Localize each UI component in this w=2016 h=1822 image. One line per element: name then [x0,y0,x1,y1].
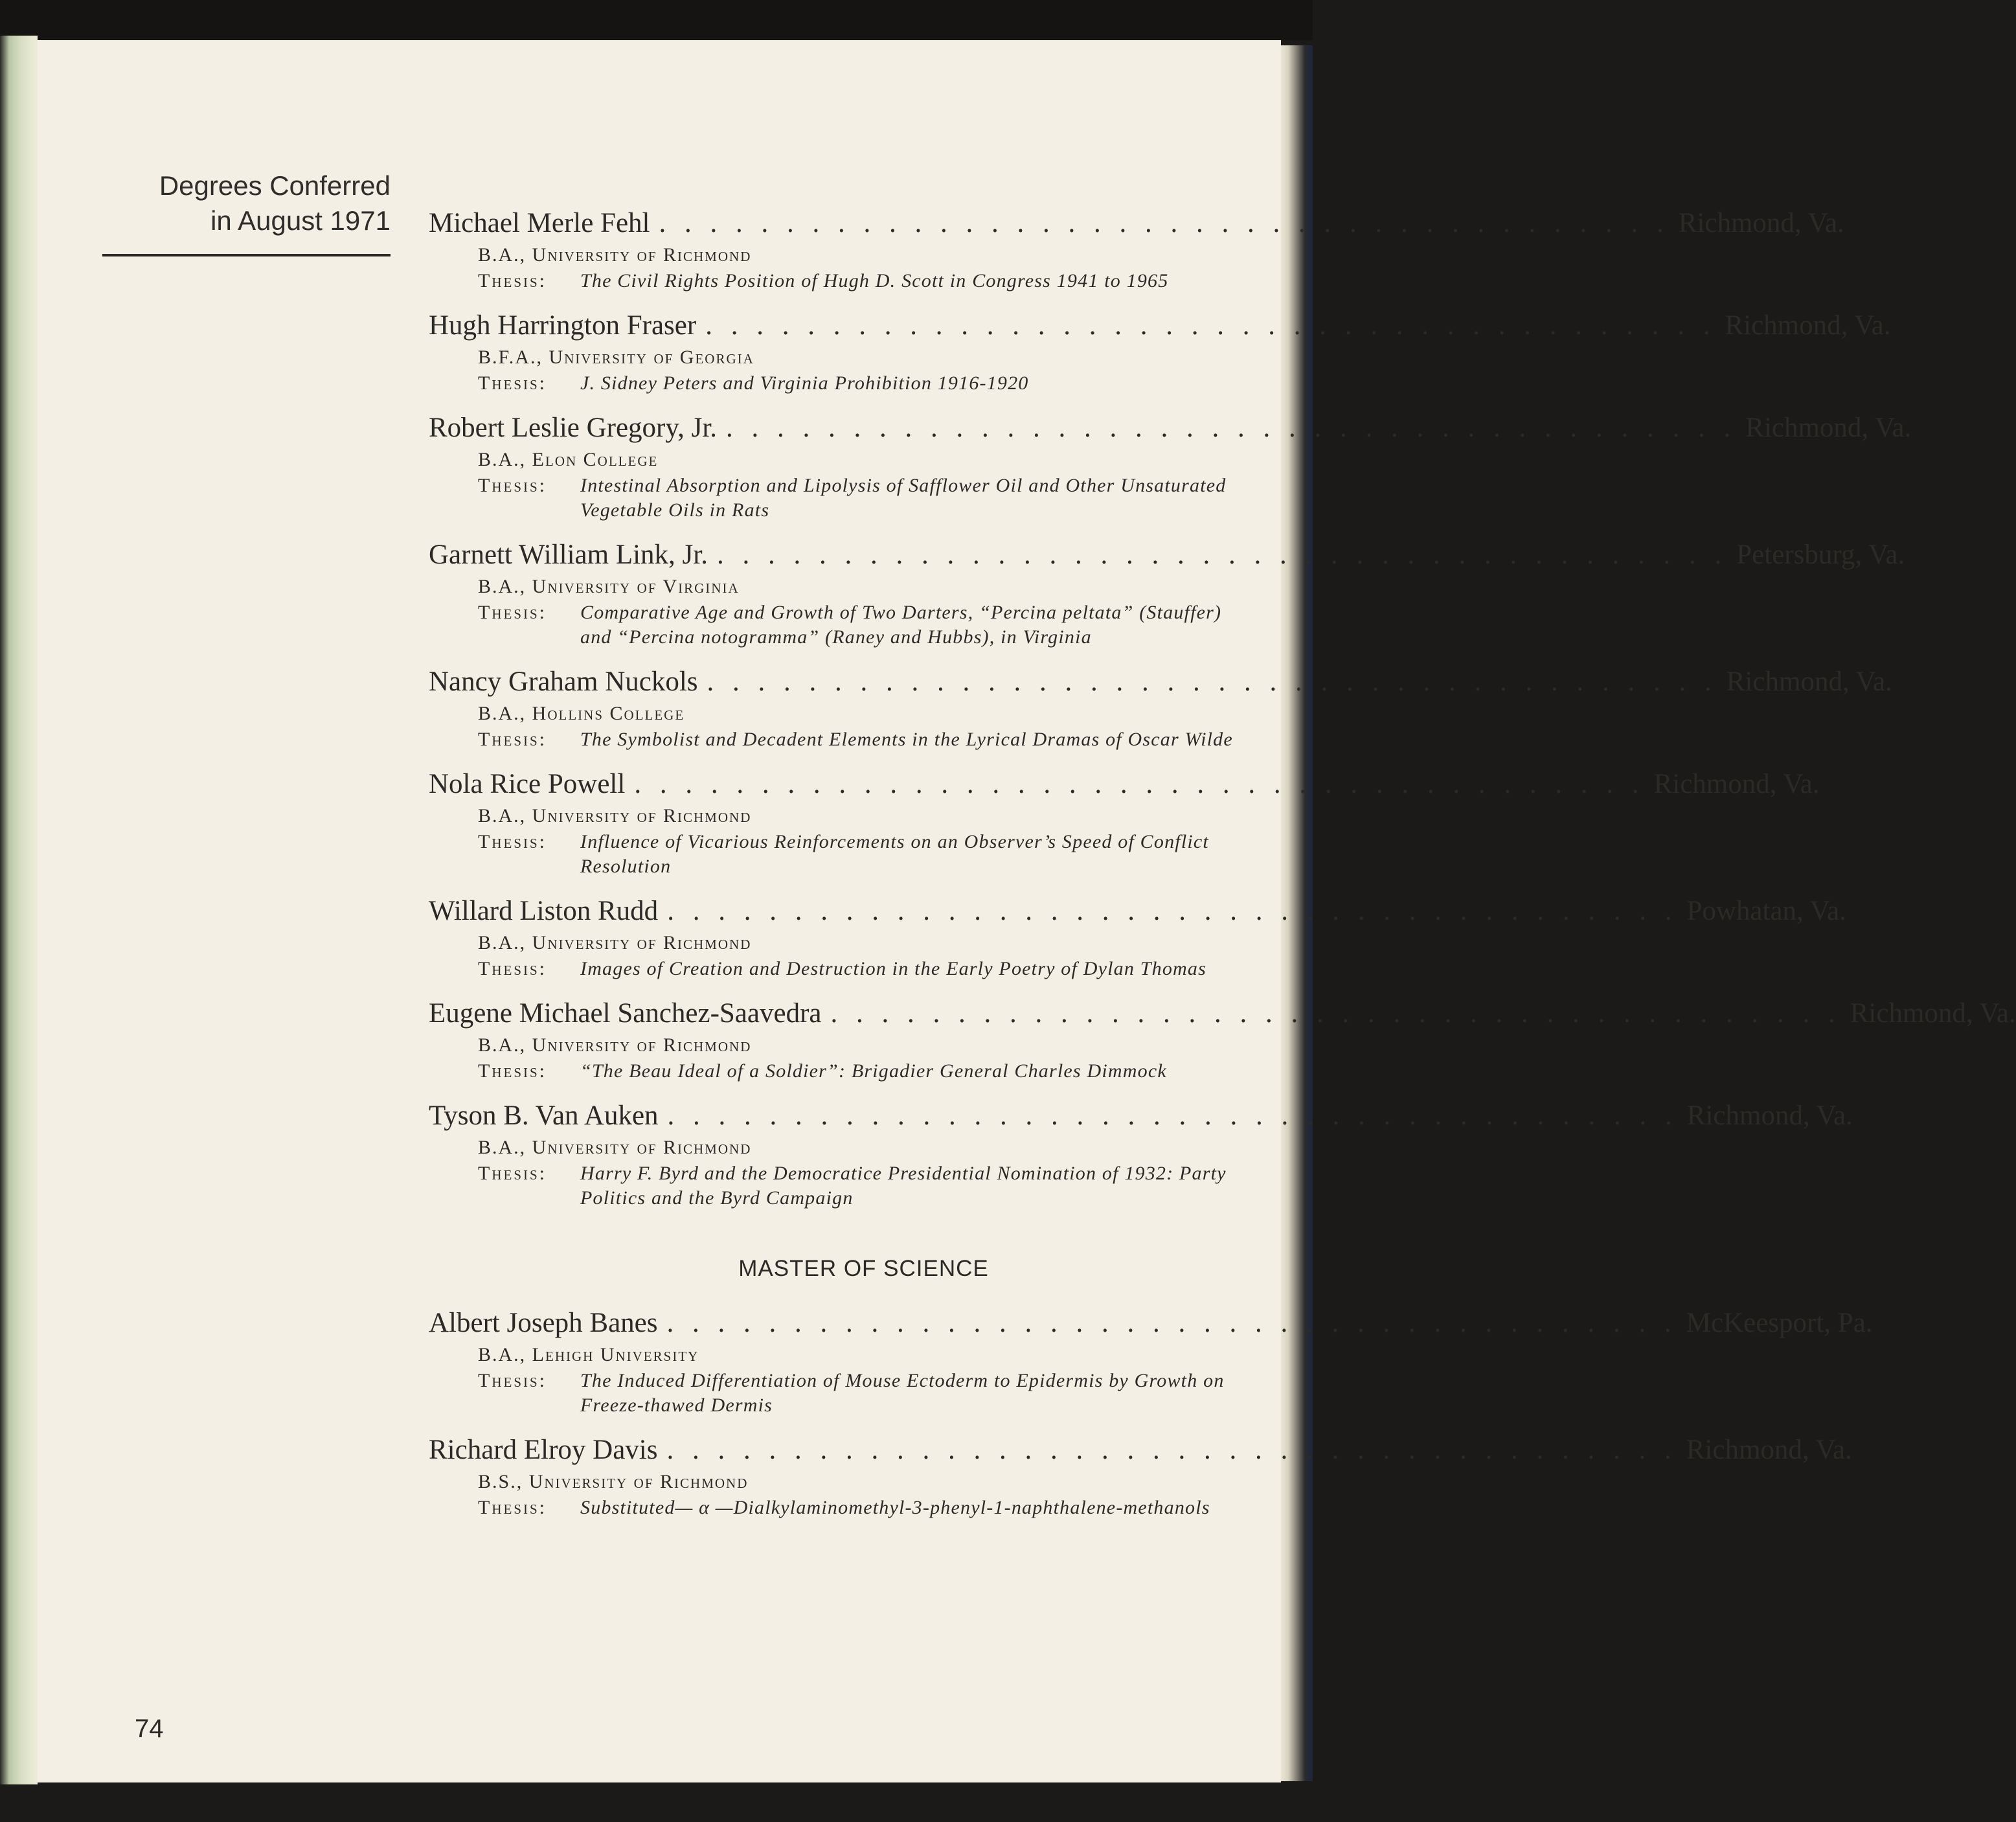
graduate-name: Hugh Harrington Fraser [429,310,697,341]
graduate-name: Eugene Michael Sanchez-Saavedra [429,998,822,1029]
book-page [38,40,2016,1782]
hometown: Richmond, Va. [1678,208,1844,238]
thesis-row [478,1369,1253,1418]
thesis-label: Thesis: [478,270,547,291]
entry-name-row [429,1432,1852,1468]
thesis-title: The Civil Rights Position of Hugh D. Scott in Congress 1941 to 1965 [580,270,1169,291]
leader-dots: . . . . . . . . . . . . . . . . . . . . . . . . . . . . . . . . . . . . . . . . [726,413,1737,443]
sidebar-title [102,168,391,238]
prior-degree: B.A., University of Virginia [478,576,740,597]
book-page-edges [0,36,38,1784]
entry-name-row [429,664,1892,700]
degree-entry [429,205,1844,293]
degree-entry [429,537,1905,650]
graduate-name: Willard Liston Rudd [429,896,659,926]
sidebar-title-line-2: in August 1971 [210,205,391,236]
hometown: Richmond, Va. [1745,413,1912,443]
prior-degree: B.A., Lehigh University [478,1344,699,1365]
entry-name-row [429,766,1820,803]
entries-first-group [429,205,2016,1211]
leader-dots: . . . . . . . . . . . . . . . . . . . . . . . . . . . . . . . . . . . . . . . . [659,208,1670,238]
leader-dots: . . . . . . . . . . . . . . . . . . . . . . . . . . . . . . . . . . . . . . . . [634,769,1645,799]
hometown: Powhatan, Va. [1686,896,1846,926]
page-number: 74 [135,1714,164,1743]
graduate-name: Tyson B. Van Auken [429,1100,659,1131]
degree-entry [429,893,1846,981]
leader-dots: . . . . . . . . . . . . . . . . . . . . . . . . . . . . . . . . . . . . . . . . [666,1435,1677,1465]
thesis-title: Harry F. Byrd and the Democratice Presidential Nomination of 1932: Party Politics and the Byrd Campaign [580,1163,1227,1209]
leader-dots: . . . . . . . . . . . . . . . . . . . . . . . . . . . . . . . . . . . . . . . . [667,1100,1678,1131]
entry-name-row [429,410,1912,446]
thesis-title: Images of Creation and Destruction in the Early Poetry of Dylan Thomas [580,958,1206,979]
prior-degree: B.A., University of Richmond [478,1137,752,1158]
degree-entry [429,1305,1873,1418]
leader-dots: . . . . . . . . . . . . . . . . . . . . . . . . . . . . . . . . . . . . . . . . [667,896,1678,926]
thesis-title: Substituted— α —Dialkylaminomethyl-3-phenyl-1-naphthalene-methanols [580,1497,1210,1518]
graduate-name: Nancy Graham Nuckols [429,666,698,697]
prior-degree: B.A., University of Richmond [478,1034,752,1056]
thesis-row [478,727,1253,752]
degree-entry [429,410,1912,523]
thesis-label: Thesis: [478,1060,547,1082]
graduate-name: Albert Joseph Banes [429,1308,658,1338]
prior-degree: B.F.A., University of Georgia [478,347,754,368]
entries-second-group [429,1305,1873,1520]
thesis-label: Thesis: [478,602,547,623]
entry-name-row [429,537,1905,573]
thesis-title: J. Sidney Peters and Virginia Prohibition 1916-1920 [580,372,1029,394]
hometown: Richmond, Va. [1653,769,1820,799]
prior-degree: B.A., University of Richmond [478,244,752,266]
thesis-label: Thesis: [478,1497,547,1518]
prior-degree: B.A., University of Richmond [478,805,752,826]
scan-background [0,0,1313,40]
thesis-label: Thesis: [478,1370,547,1391]
section-heading: MASTER OF SCIENCE [738,1256,989,1281]
thesis-label: Thesis: [478,1163,547,1184]
thesis-label: Thesis: [478,729,547,750]
thesis-title: Intestinal Absorption and Lipolysis of Safflower Oil and Other Unsaturated Vegetable Oils in Rats [580,475,1227,521]
thesis-row [478,600,1253,650]
thesis-row [478,371,1253,396]
leader-dots: . . . . . . . . . . . . . . . . . . . . . . . . . . . . . . . . . . . . . . . . [707,666,1717,697]
graduate-name: Michael Merle Fehl [429,208,650,238]
graduate-name: Garnett William Link, Jr. [429,540,708,570]
sidebar-title-line-1: Degrees Conferred [159,170,391,201]
hometown: McKeesport, Pa. [1686,1308,1873,1338]
hometown: Richmond, Va. [1686,1100,1853,1131]
degree-entry [429,766,1820,879]
prior-degree: B.A., Hollins College [478,703,685,724]
graduate-name: Nola Rice Powell [429,769,626,799]
thesis-title: Comparative Age and Growth of Two Darters, “Percina peltata” (Stauffer) and “Percina notogramma” (Raney and Hubbs), in Virginia [580,602,1222,648]
thesis-label: Thesis: [478,831,547,852]
thesis-row [478,957,1253,981]
graduate-name: Robert Leslie Gregory, Jr. [429,413,718,443]
hometown: Richmond, Va. [1725,310,1891,341]
leader-dots: . . . . . . . . . . . . . . . . . . . . . . . . . . . . . . . . . . . . . . . . [705,310,1716,341]
leader-dots: . . . . . . . . . . . . . . . . . . . . . . . . . . . . . . . . . . . . . . . . [717,540,1728,570]
thesis-label: Thesis: [478,475,547,496]
thesis-row [478,1161,1253,1211]
thesis-label: Thesis: [478,958,547,979]
degree-entry [429,1432,1852,1520]
thesis-label: Thesis: [478,372,547,394]
degree-entry [429,1098,1853,1211]
hometown: Richmond, Va. [1726,666,1892,697]
prior-degree: B.A., Elon College [478,449,659,470]
thesis-row [478,830,1253,879]
thesis-row [478,1059,1253,1084]
degree-entry [429,308,1891,396]
entry-name-row [429,1305,1873,1341]
thesis-row [478,269,1253,293]
thesis-title: The Induced Differentiation of Mouse Ectoderm to Epidermis by Growth on Freeze-thawed Dermis [580,1370,1225,1416]
entry-name-row [429,205,1844,242]
degree-list [429,205,2016,1534]
leader-dots: . . . . . . . . . . . . . . . . . . . . . . . . . . . . . . . . . . . . . . . . [830,998,1841,1029]
entry-name-row [429,308,1891,344]
sidebar-rule [102,254,391,256]
hometown: Petersburg, Va. [1736,540,1905,570]
thesis-title: The Symbolist and Decadent Elements in the Lyrical Dramas of Oscar Wilde [580,729,1233,750]
thesis-title: “The Beau Ideal of a Soldier”: Brigadier General Charles Dimmock [580,1060,1167,1082]
thesis-row [478,1496,1253,1520]
degree-entry [429,664,1892,752]
thesis-title: Influence of Vicarious Reinforcements on an Observer’s Speed of Conflict Resolution [580,831,1209,877]
prior-degree: B.A., University of Richmond [478,932,752,953]
entry-name-row [429,893,1846,929]
entry-name-row [429,996,2016,1032]
thesis-row [478,473,1253,523]
leader-dots: . . . . . . . . . . . . . . . . . . . . . . . . . . . . . . . . . . . . . . . . [666,1308,1677,1338]
prior-degree: B.S., University of Richmond [478,1471,749,1492]
hometown: Richmond, Va. [1686,1435,1852,1465]
graduate-name: Richard Elroy Davis [429,1435,658,1465]
hometown: Richmond, Va. [1850,998,2016,1029]
degree-entry [429,996,2016,1084]
entry-name-row [429,1098,1853,1134]
